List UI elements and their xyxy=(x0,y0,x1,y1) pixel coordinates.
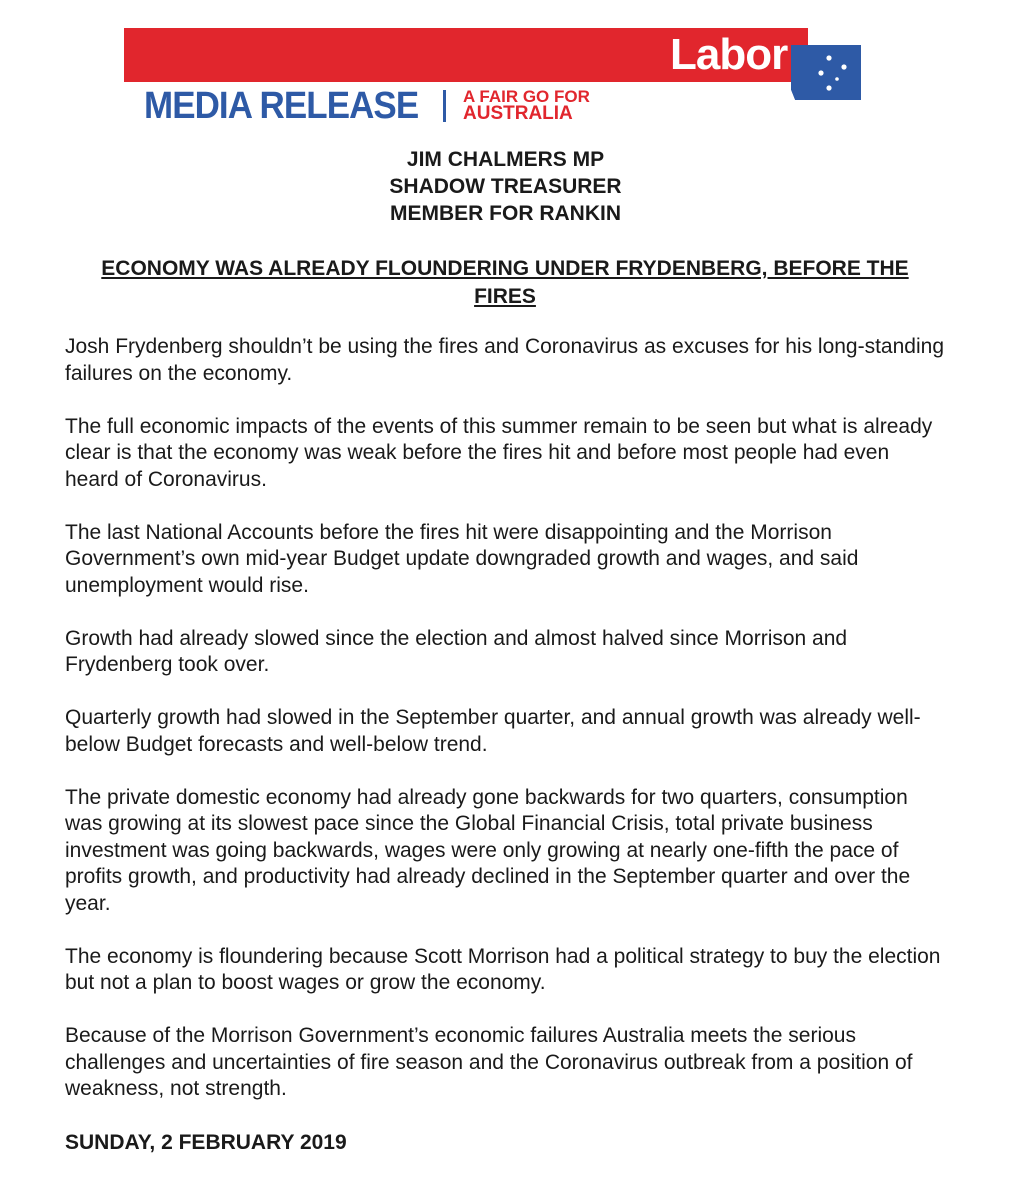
author-seat: MEMBER FOR RANKIN xyxy=(390,202,621,225)
release-date: SUNDAY, 2 FEBRUARY 2019 xyxy=(65,1131,347,1154)
labor-logo-text: Labor xyxy=(670,30,788,79)
body-paragraph: Josh Frydenberg shouldn’t be using the fires and Coronavirus as excuses for his long-standing failures on the economy. xyxy=(65,335,944,385)
media-release-banner xyxy=(0,0,1011,130)
slogan-line-1: A FAIR GO FOR xyxy=(463,87,590,106)
body-paragraph: Quarterly growth had slowed in the September quarter, and annual growth was already well-below Budget forecasts and well-below trend. xyxy=(65,706,921,756)
body-paragraph: The private domestic economy had already gone backwards for two quarters, consumption was growing at its slowest pace since the Global Financial Crisis, total private business investment was going backwards, wages were only growing at nearly one-fifth the pace of profits growth, and productivity had already declined in the September quarter and over the year. xyxy=(65,785,911,915)
southern-cross-flag-icon xyxy=(791,45,861,100)
body-paragraph: Growth had already slowed since the election and almost halved since Morrison and Frydenberg took over. xyxy=(65,626,848,676)
body-paragraph: Because of the Morrison Government’s economic failures Australia meets the serious challenges and uncertainties of fire season and the Coronavirus outbreak from a position of weakness, not strength. xyxy=(65,1024,913,1100)
body-paragraph: The full economic impacts of the events of this summer remain to be seen but what is already clear is that the economy was weak before the fires hit and before most people had even heard of Coronavirus. xyxy=(65,414,933,491)
slogan-line-2: AUSTRALIA xyxy=(463,103,573,124)
release-headline: ECONOMY WAS ALREADY FLOUNDERING UNDER FRYDENBERG, BEFORE THE FIRES xyxy=(101,257,909,308)
author-name: JIM CHALMERS MP xyxy=(406,148,605,171)
body-paragraph: The last National Accounts before the fires hit were disappointing and the Morrison Government’s own mid-year Budget update downgraded growth and wages, and said unemployment would rise. xyxy=(65,520,859,597)
slogan xyxy=(463,89,590,123)
media-release-title: MEDIA RELEASE xyxy=(144,85,419,127)
body-paragraph: The economy is floundering because Scott Morrison had a political strategy to buy the election but not a plan to boost wages or grow the economy. xyxy=(65,944,941,994)
banner-divider xyxy=(443,90,446,122)
author-block xyxy=(0,146,1011,227)
author-role: SHADOW TREASURER xyxy=(389,175,622,198)
release-body xyxy=(65,334,945,1129)
